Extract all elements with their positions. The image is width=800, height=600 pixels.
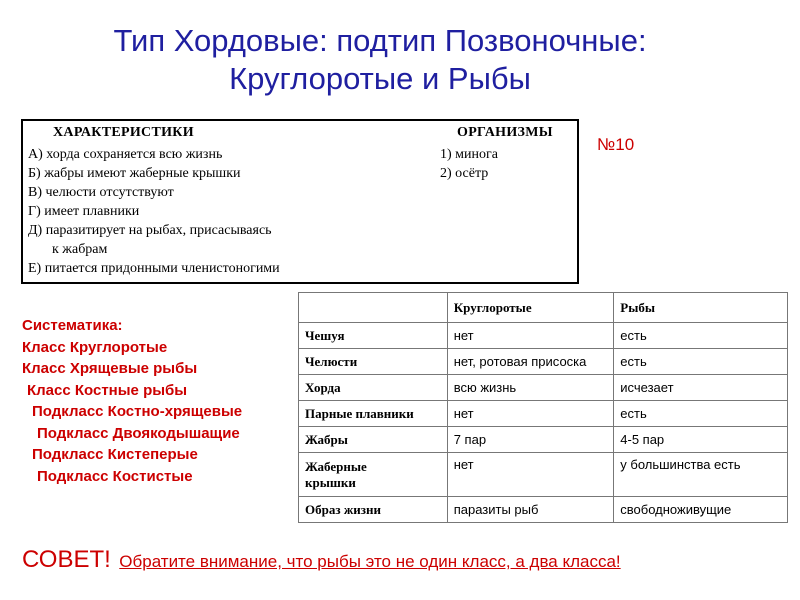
- table-row: [299, 349, 788, 375]
- table-cell: исчезает: [614, 375, 788, 401]
- table-header-cell: [299, 293, 448, 323]
- systematics-list: [22, 315, 242, 487]
- table-row: [299, 453, 788, 497]
- table-cell-feature: Жабры: [299, 427, 448, 453]
- table-cell: всю жизнь: [447, 375, 614, 401]
- table-cell: паразиты рыб: [447, 497, 614, 523]
- table-cell-feature: Жаберные крышки: [299, 453, 448, 497]
- table-row: [299, 497, 788, 523]
- table-row: [299, 323, 788, 349]
- slide-title-line-1: Тип Хордовые: подтип Позвоночные:: [113, 23, 647, 58]
- table-header-cell: Круглоротые: [447, 293, 614, 323]
- table-cell-feature: Хорда: [299, 375, 448, 401]
- table-cell: 7 пар: [447, 427, 614, 453]
- table-header-cell: Рыбы: [614, 293, 788, 323]
- systematics-item: Подкласс Костистые: [37, 467, 193, 485]
- organism-1: 1) минога: [440, 147, 498, 162]
- table-cell: есть: [614, 401, 788, 427]
- task-box: [21, 119, 579, 284]
- systematics-item: Класс Костные рыбы: [27, 381, 188, 399]
- table-cell-feature: Парные плавники: [299, 401, 448, 427]
- task-header-organisms: ОРГАНИЗМЫ: [457, 125, 553, 140]
- tip-link[interactable]: Обратите внимание, что рыбы это не один класс, а два класса!: [119, 552, 621, 571]
- systematics-item: Подкласс Костно-хрящевые: [32, 403, 243, 420]
- table-cell: нет: [447, 401, 614, 427]
- table-cell: 4-5 пар: [614, 427, 788, 453]
- systematics-item: Подкласс Двоякодышащие: [37, 424, 240, 442]
- table-row: [299, 401, 788, 427]
- characteristic-d: Г) имеет плавники: [28, 204, 140, 219]
- tip-label: СОВЕТ!: [22, 546, 111, 573]
- table-row: [299, 427, 788, 453]
- table-cell-feature: Чешуя: [299, 323, 448, 349]
- table-cell: нет, ротовая присоска: [447, 349, 614, 375]
- table-header-row: [299, 293, 788, 323]
- table-cell: свободноживущие: [614, 497, 788, 523]
- characteristic-b: Б) жабры имеют жаберные крышки: [28, 166, 241, 181]
- table-cell: есть: [614, 323, 788, 349]
- table-cell: нет: [447, 323, 614, 349]
- systematics-item: Класс Круглоротые: [22, 338, 168, 356]
- organism-2: 2) осётр: [440, 166, 489, 181]
- characteristic-f: Е) питается придонными членистоногими: [28, 261, 280, 276]
- table-cell: у большинства есть: [614, 453, 788, 497]
- slide-title-line-2: Круглоротые и Рыбы: [229, 61, 531, 96]
- slide-title: [0, 22, 760, 98]
- characteristic-e-cont: к жабрам: [52, 242, 108, 257]
- task-number: №10: [597, 135, 635, 154]
- systematics-item: Подкласс Кистеперые: [32, 446, 198, 463]
- table-cell: нет: [447, 453, 614, 497]
- table-cell-feature: Челюсти: [299, 349, 448, 375]
- characteristic-c: В) челюсти отсутствуют: [28, 185, 174, 200]
- characteristic-e: Д) паразитирует на рыбах, присасываясь: [28, 223, 272, 238]
- systematics-item: Класс Хрящевые рыбы: [22, 360, 198, 377]
- comparison-table: [298, 292, 788, 523]
- tip: [22, 546, 621, 574]
- task-header-characteristics: ХАРАКТЕРИСТИКИ: [53, 125, 194, 140]
- table-row: [299, 375, 788, 401]
- systematics-heading: Систематика:: [22, 317, 123, 334]
- table-cell: есть: [614, 349, 788, 375]
- characteristic-a: А) хорда сохраняется всю жизнь: [28, 147, 223, 162]
- table-cell-feature: Образ жизни: [299, 497, 448, 523]
